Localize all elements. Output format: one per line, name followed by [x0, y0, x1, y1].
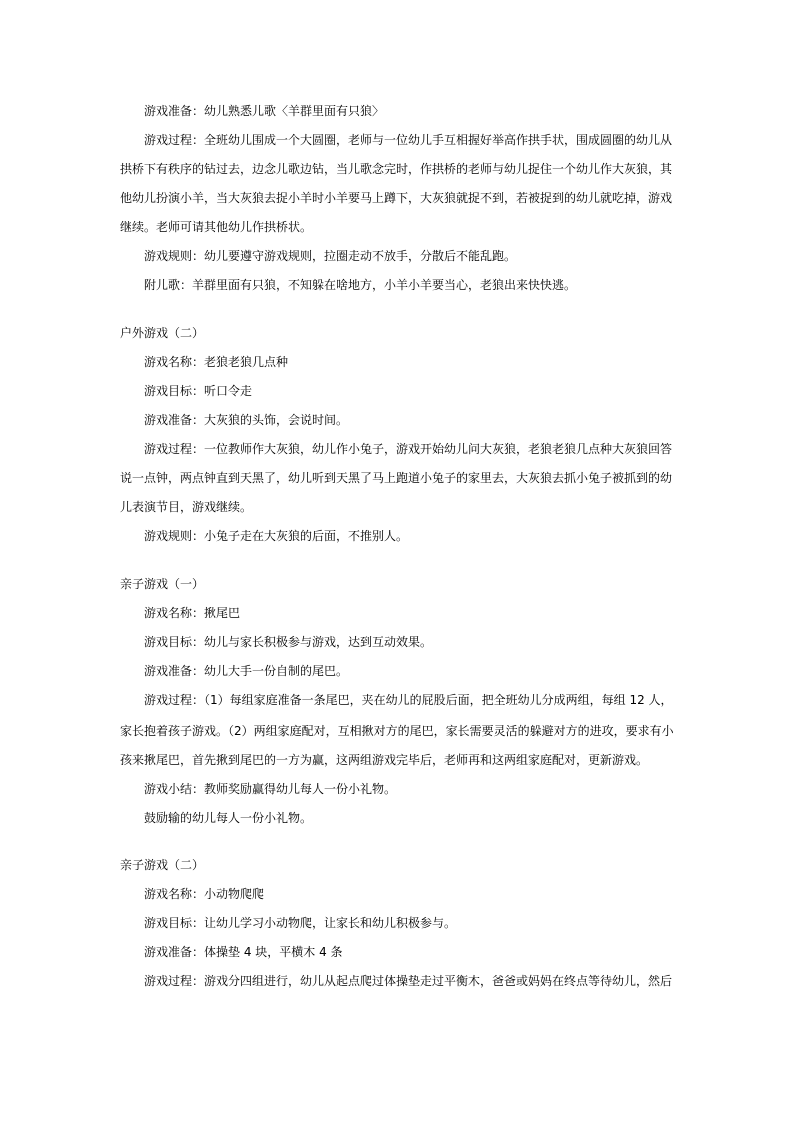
- nursery-rhyme-line: 附儿歌：羊群里面有只狼，不知躲在啥地方，小羊小羊要当心，老狼出来快快逃。: [144, 278, 577, 292]
- section-heading-parent-child-game-1: 亲子游戏（一）: [120, 577, 205, 591]
- game-name-line: 游戏名称：揪尾巴: [144, 606, 241, 620]
- game-rules-line: 游戏规则：小兔子走在大灰狼的后面，不推别人。: [144, 529, 409, 543]
- game-preparation-line: 游戏准备：幼儿熟悉儿歌〈羊群里面有只狼〉: [144, 104, 385, 118]
- game-process-line-1: 游戏过程：（1）每组家庭准备一条尾巴，夹在幼儿的屁股后面，把全班幼儿分成两组，每组 12 人，: [144, 693, 673, 707]
- game-goal-line: 游戏目标：让幼儿学习小动物爬，让家长和幼儿积极参与。: [144, 916, 457, 930]
- game-process-line-1: 游戏过程：游戏分四组进行，幼儿从起点爬过体操垫走过平衡木，爸爸或妈妈在终点等待幼儿，然后: [144, 974, 673, 988]
- game-process-line-1: 游戏过程：全班幼儿围成一个大圆圈，老师与一位幼儿手互相握好举高作拱手状，围成圆圈的幼儿从: [144, 133, 673, 147]
- game-process-line-2: 拱桥下有秩序的钻过去，边念儿歌边钻，当儿歌念完时，作拱桥的老师与幼儿捉住一个幼儿作大灰狼，其: [120, 162, 673, 176]
- game-preparation-line: 游戏准备：幼儿大手一份自制的尾巴。: [144, 664, 349, 678]
- game-preparation-line: 游戏准备：体操垫 4 块，平横木 4 条: [144, 945, 343, 959]
- game-process-line-2: 家长抱着孩子游戏。（2）两组家庭配对，互相揪对方的尾巴，家长需要灵活的躲避对方的进攻，要求有小: [120, 724, 674, 738]
- section-heading-parent-child-game-2: 亲子游戏（二）: [120, 858, 205, 872]
- section-heading-outdoor-game-2: 户外游戏（二）: [120, 326, 205, 340]
- game-process-line-3: 孩来揪尾巴，首先揪到尾巴的一方为赢，这两组游戏完毕后，老师再和这两组家庭配对，更新游戏。: [120, 753, 649, 767]
- game-summary-line: 游戏小结：教师奖励赢得幼儿每人一份小礼物。: [144, 782, 397, 796]
- game-name-line: 游戏名称：老狼老狼几点种: [144, 355, 289, 369]
- game-rules-line: 游戏规则：幼儿要遵守游戏规则，拉圈走动不放手，分散后不能乱跑。: [144, 249, 517, 263]
- game-goal-line: 游戏目标：听口令走: [144, 384, 253, 398]
- game-name-line: 游戏名称：小动物爬爬: [144, 887, 265, 901]
- game-process-line-2: 说一点钟，两点钟直到天黑了，幼儿听到天黑了马上跑道小兔子的家里去，大灰狼去抓小兔子被抓到的幼: [120, 471, 673, 485]
- game-process-line-3: 儿表演节目，游戏继续。: [120, 500, 253, 514]
- game-preparation-line: 游戏准备：大灰狼的头饰，会说时间。: [144, 413, 349, 427]
- encouragement-line: 鼓励输的幼儿每人一份小礼物。: [144, 811, 313, 825]
- game-process-line-4: 继续。老师可请其他幼儿作拱桥状。: [120, 220, 313, 234]
- game-goal-line: 游戏目标：幼儿与家长积极参与游戏，达到互动效果。: [144, 635, 433, 649]
- game-process-line-3: 他幼儿扮演小羊，当大灰狼去捉小羊时小羊要马上蹲下，大灰狼就捉不到，若被捉到的幼儿就吃掉，游戏: [120, 191, 673, 205]
- game-process-line-1: 游戏过程：一位教师作大灰狼，幼儿作小兔子，游戏开始幼儿问大灰狼，老狼老狼几点种大灰狼回答: [144, 442, 673, 456]
